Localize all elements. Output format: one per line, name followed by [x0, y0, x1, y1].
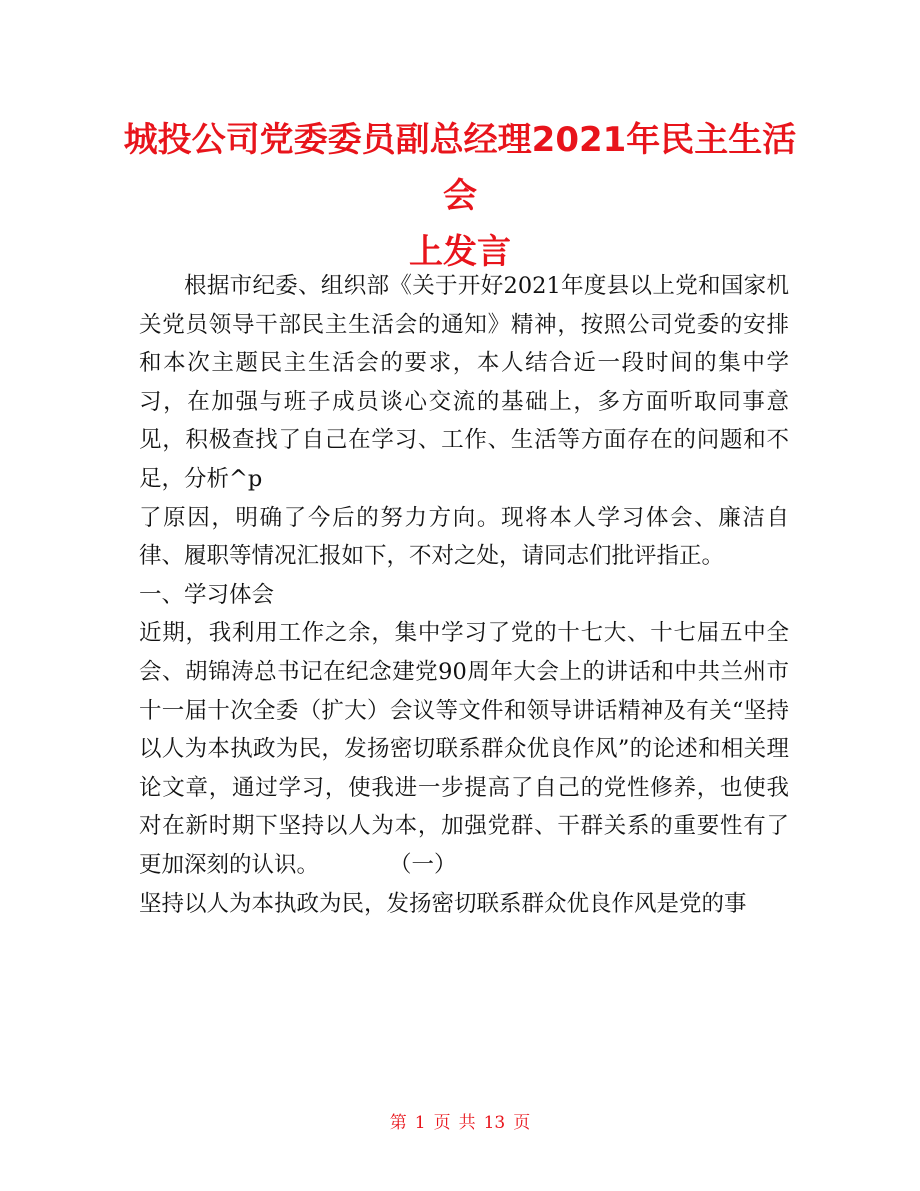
paragraph-intro: 根据市纪委、组织部《关于开好2021年度县以上党和国家机关党员领导干部民主生活会的通知》精神，按照公司党委的安排和本次主题民主生活会的要求，本人结合近一段时间的集中学习，在加强与班子成员谈心交流的基础上，多方面听取同事意见，积极查找了自己在学习、工作、生活等方面存在的问题和不足，分析^p [139, 273, 789, 492]
document-body [139, 267, 789, 923]
document-title [120, 112, 800, 280]
paragraph-intro-continued: 了原因，明确了今后的努力方向。现将本人学习体会、廉洁自律、履职等情况汇报如下，不对之处，请同志们批评指正。 [139, 504, 789, 570]
paragraph-subsection-one: 坚持以人为本执政为民，发扬密切联系群众优良作风是党的事 [139, 890, 747, 917]
section-heading-study: 一、学习体会 [139, 581, 275, 608]
title-line-1: 城投公司党委委员副总经理2021年民主生活会 [123, 120, 797, 216]
subsection-marker: （一） [389, 851, 457, 878]
footer-page-unit: 页 [433, 1113, 451, 1133]
page-footer [0, 1110, 920, 1136]
paragraph-study-text: 近期，我利用工作之余，集中学习了党的十七大、十七届五中全会、胡锦涛总书记在纪念建党90周年大会上的讲话和中共兰州市十一届十次全委（扩大）会议等文件和领导讲话精神及有关“坚持以人为本执政为民，发扬密切联系群众优良作风”的论述和相关理论文章，通过学习，使我进一步提高了自己的党性修养，也使我对在新时期下坚持以人为本，加强党群、干群关系的重要性有了更加深刻的认识。 [139, 620, 789, 878]
title-line-2: 上发言 [409, 232, 511, 272]
paragraph-study [139, 614, 789, 884]
footer-total-label: 共 [458, 1113, 476, 1133]
footer-page-label: 第 [389, 1113, 407, 1133]
footer-total-pages: 13 [483, 1113, 506, 1133]
footer-total-unit: 页 [513, 1113, 531, 1133]
footer-page-number: 1 [414, 1113, 426, 1133]
